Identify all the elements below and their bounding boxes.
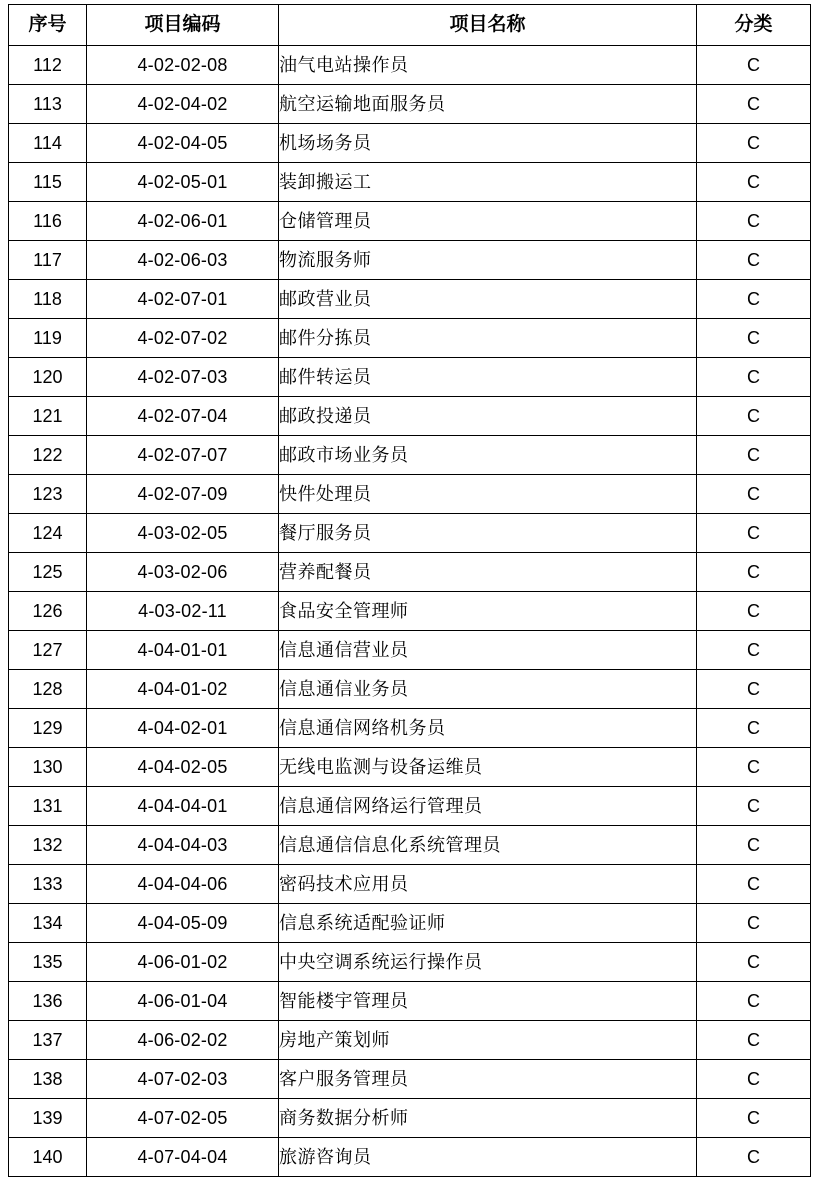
cell-code: 4-04-02-01	[87, 709, 279, 748]
cell-name: 邮政市场业务员	[279, 436, 697, 475]
cell-name: 装卸搬运工	[279, 163, 697, 202]
cell-sequence: 127	[9, 631, 87, 670]
cell-class: C	[697, 436, 811, 475]
column-header-sequence: 序号	[9, 5, 87, 46]
cell-name: 快件处理员	[279, 475, 697, 514]
cell-name: 信息通信信息化系统管理员	[279, 826, 697, 865]
table-row	[9, 709, 811, 748]
cell-sequence: 131	[9, 787, 87, 826]
cell-code: 4-02-07-01	[87, 280, 279, 319]
cell-class: C	[697, 280, 811, 319]
table-row	[9, 319, 811, 358]
cell-class: C	[697, 85, 811, 124]
cell-class: C	[697, 553, 811, 592]
cell-class: C	[697, 358, 811, 397]
cell-class: C	[697, 514, 811, 553]
cell-class: C	[697, 709, 811, 748]
cell-sequence: 114	[9, 124, 87, 163]
table-row	[9, 436, 811, 475]
cell-name: 旅游咨询员	[279, 1138, 697, 1177]
cell-code: 4-06-01-02	[87, 943, 279, 982]
cell-name: 客户服务管理员	[279, 1060, 697, 1099]
table-row	[9, 787, 811, 826]
cell-code: 4-04-04-03	[87, 826, 279, 865]
cell-code: 4-03-02-11	[87, 592, 279, 631]
table-row	[9, 592, 811, 631]
cell-sequence: 123	[9, 475, 87, 514]
table-header-row	[9, 5, 811, 46]
cell-sequence: 130	[9, 748, 87, 787]
cell-code: 4-04-01-02	[87, 670, 279, 709]
column-header-class: 分类	[697, 5, 811, 46]
cell-name: 航空运输地面服务员	[279, 85, 697, 124]
cell-sequence: 125	[9, 553, 87, 592]
cell-sequence: 138	[9, 1060, 87, 1099]
table-row	[9, 748, 811, 787]
cell-code: 4-03-02-05	[87, 514, 279, 553]
table-row	[9, 85, 811, 124]
table-row	[9, 1021, 811, 1060]
cell-name: 邮政营业员	[279, 280, 697, 319]
cell-code: 4-07-02-05	[87, 1099, 279, 1138]
cell-name: 机场场务员	[279, 124, 697, 163]
cell-name: 无线电监测与设备运维员	[279, 748, 697, 787]
cell-name: 物流服务师	[279, 241, 697, 280]
cell-class: C	[697, 982, 811, 1021]
cell-sequence: 137	[9, 1021, 87, 1060]
cell-name: 仓储管理员	[279, 202, 697, 241]
cell-name: 食品安全管理师	[279, 592, 697, 631]
cell-sequence: 136	[9, 982, 87, 1021]
table-row	[9, 202, 811, 241]
table-row	[9, 943, 811, 982]
cell-class: C	[697, 826, 811, 865]
cell-code: 4-07-04-04	[87, 1138, 279, 1177]
cell-sequence: 120	[9, 358, 87, 397]
cell-sequence: 124	[9, 514, 87, 553]
table-row	[9, 1138, 811, 1177]
cell-name: 邮政投递员	[279, 397, 697, 436]
cell-name: 商务数据分析师	[279, 1099, 697, 1138]
cell-class: C	[697, 475, 811, 514]
cell-code: 4-02-05-01	[87, 163, 279, 202]
cell-class: C	[697, 202, 811, 241]
cell-sequence: 128	[9, 670, 87, 709]
cell-class: C	[697, 124, 811, 163]
cell-code: 4-02-06-03	[87, 241, 279, 280]
cell-sequence: 140	[9, 1138, 87, 1177]
cell-name: 密码技术应用员	[279, 865, 697, 904]
cell-sequence: 119	[9, 319, 87, 358]
cell-class: C	[697, 904, 811, 943]
cell-sequence: 117	[9, 241, 87, 280]
cell-class: C	[697, 163, 811, 202]
cell-sequence: 126	[9, 592, 87, 631]
table-row	[9, 241, 811, 280]
cell-code: 4-06-01-04	[87, 982, 279, 1021]
cell-name: 油气电站操作员	[279, 46, 697, 85]
table-row	[9, 475, 811, 514]
cell-code: 4-02-07-02	[87, 319, 279, 358]
table-row	[9, 514, 811, 553]
cell-code: 4-02-07-03	[87, 358, 279, 397]
cell-code: 4-03-02-06	[87, 553, 279, 592]
table-row	[9, 670, 811, 709]
cell-code: 4-02-04-02	[87, 85, 279, 124]
cell-code: 4-06-02-02	[87, 1021, 279, 1060]
table-row	[9, 163, 811, 202]
cell-class: C	[697, 319, 811, 358]
cell-code: 4-04-01-01	[87, 631, 279, 670]
table-row	[9, 982, 811, 1021]
cell-name: 邮件转运员	[279, 358, 697, 397]
cell-code: 4-02-06-01	[87, 202, 279, 241]
cell-sequence: 132	[9, 826, 87, 865]
table-header	[9, 5, 811, 46]
cell-sequence: 135	[9, 943, 87, 982]
cell-code: 4-02-07-07	[87, 436, 279, 475]
cell-name: 信息通信业务员	[279, 670, 697, 709]
cell-sequence: 139	[9, 1099, 87, 1138]
column-header-name: 项目名称	[279, 5, 697, 46]
cell-name: 信息通信网络运行管理员	[279, 787, 697, 826]
cell-class: C	[697, 397, 811, 436]
cell-class: C	[697, 46, 811, 85]
cell-name: 信息通信网络机务员	[279, 709, 697, 748]
cell-name: 房地产策划师	[279, 1021, 697, 1060]
cell-class: C	[697, 241, 811, 280]
cell-class: C	[697, 1099, 811, 1138]
cell-code: 4-02-02-08	[87, 46, 279, 85]
cell-code: 4-04-05-09	[87, 904, 279, 943]
cell-code: 4-07-02-03	[87, 1060, 279, 1099]
cell-class: C	[697, 748, 811, 787]
table-row	[9, 826, 811, 865]
occupation-catalog-table	[8, 4, 811, 1177]
table-row	[9, 1099, 811, 1138]
cell-name: 邮件分拣员	[279, 319, 697, 358]
cell-sequence: 129	[9, 709, 87, 748]
cell-name: 营养配餐员	[279, 553, 697, 592]
cell-sequence: 134	[9, 904, 87, 943]
cell-sequence: 121	[9, 397, 87, 436]
cell-code: 4-04-04-06	[87, 865, 279, 904]
table-row	[9, 904, 811, 943]
table-row	[9, 1060, 811, 1099]
cell-class: C	[697, 865, 811, 904]
cell-code: 4-04-02-05	[87, 748, 279, 787]
cell-class: C	[697, 670, 811, 709]
table-row	[9, 631, 811, 670]
cell-name: 餐厅服务员	[279, 514, 697, 553]
cell-class: C	[697, 1021, 811, 1060]
cell-sequence: 122	[9, 436, 87, 475]
cell-name: 智能楼宇管理员	[279, 982, 697, 1021]
table-row	[9, 46, 811, 85]
cell-sequence: 112	[9, 46, 87, 85]
cell-class: C	[697, 787, 811, 826]
cell-class: C	[697, 592, 811, 631]
cell-sequence: 133	[9, 865, 87, 904]
cell-class: C	[697, 943, 811, 982]
cell-sequence: 116	[9, 202, 87, 241]
cell-sequence: 115	[9, 163, 87, 202]
cell-sequence: 118	[9, 280, 87, 319]
cell-code: 4-02-07-09	[87, 475, 279, 514]
table-row	[9, 865, 811, 904]
cell-code: 4-02-07-04	[87, 397, 279, 436]
cell-name: 中央空调系统运行操作员	[279, 943, 697, 982]
cell-class: C	[697, 1060, 811, 1099]
table-body	[9, 46, 811, 1177]
cell-class: C	[697, 1138, 811, 1177]
cell-name: 信息系统适配验证师	[279, 904, 697, 943]
cell-code: 4-04-04-01	[87, 787, 279, 826]
cell-code: 4-02-04-05	[87, 124, 279, 163]
cell-name: 信息通信营业员	[279, 631, 697, 670]
table-row	[9, 553, 811, 592]
table-row	[9, 280, 811, 319]
column-header-code: 项目编码	[87, 5, 279, 46]
cell-class: C	[697, 631, 811, 670]
table-row	[9, 397, 811, 436]
table-row	[9, 124, 811, 163]
cell-sequence: 113	[9, 85, 87, 124]
table-row	[9, 358, 811, 397]
